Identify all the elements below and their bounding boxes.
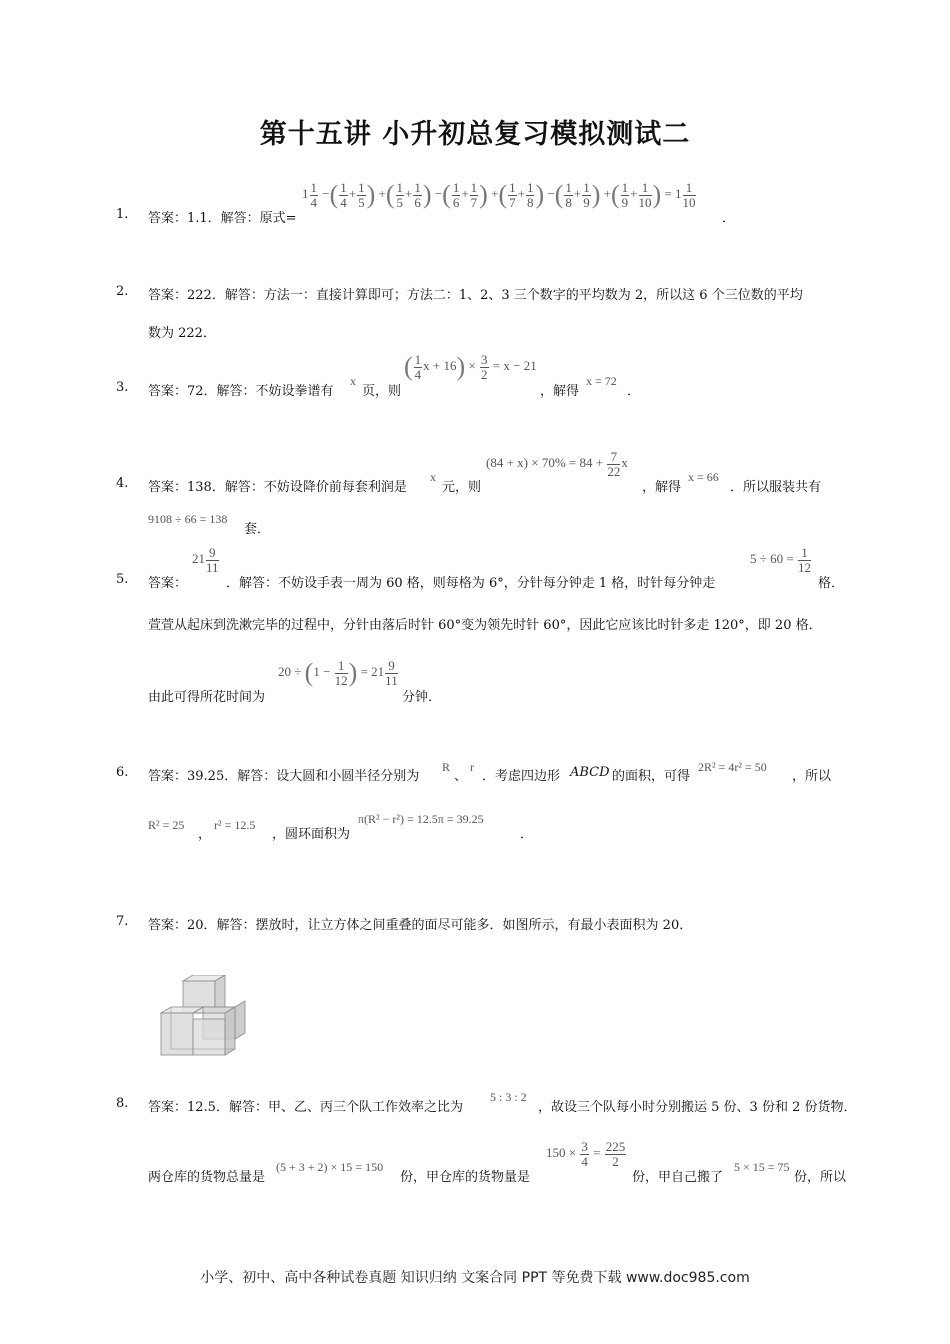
item-number: 3. (116, 380, 129, 395)
item-text: ．考虑四边形 (482, 769, 561, 784)
q8-ratio: 5 : 3 : 2 (490, 1090, 527, 1104)
item-text: 格． (818, 576, 845, 591)
item-text: 份，所以 (794, 1170, 847, 1185)
q8-self: 5 × 15 = 75 (734, 1160, 790, 1174)
item-text: 套． (244, 522, 271, 537)
q4-calc: 9108 ÷ 66 = 138 (148, 512, 228, 526)
item-number: 1. (116, 207, 129, 222)
stacked-cubes-figure (155, 975, 250, 1060)
item-text: ，所以 (792, 769, 832, 784)
q5-answer: 21 $\frac{9}{11}$ (192, 545, 219, 575)
item-text: ．所以服装共有 (730, 480, 822, 495)
item-text: ．解答：不妨设手表一周为 60 格，则每格为 6°，分针每分钟走 1 格，时针每分钟走 (226, 576, 716, 591)
q3-solution: x = 72 (586, 374, 617, 388)
item-text: ，解得 (540, 384, 580, 399)
item-number: 4. (116, 476, 129, 491)
item-text: 答案：222．解答：方法一：直接计算即可；方法二：1、2、3 三个数字的平均数为 2，所以这 6 个三位数的平均 (148, 288, 803, 303)
q6-R2: R² = 25 (148, 818, 185, 832)
item-text: ， (198, 827, 212, 842)
item-text: 答案：72．解答：不妨设拳谱有 (148, 384, 334, 399)
q4-solution: x = 66 (688, 470, 719, 484)
item-text: ． (520, 827, 534, 842)
q6-R: R (442, 760, 451, 774)
page-footer: 小学、初中、高中各种试卷真题 知识归纳 文案合同 PPT 等免费下载 www.doc985.com (200, 1270, 750, 1286)
page-title: 第十五讲 小升初总复习模拟测试二 (259, 119, 691, 150)
item-number: 6. (116, 765, 129, 780)
q6-area: π(R² − r²) = 12.5π = 39.25 (358, 812, 484, 826)
item-text: ABCD (570, 765, 610, 780)
item-text: 分钟． (402, 690, 442, 705)
item-text: 答案： (148, 576, 188, 591)
item-text: ． (722, 211, 736, 226)
q3-equation: ( $\frac{1}{4}$ x + 16) × $\frac{3}{2}$ = x − 21 (404, 351, 537, 382)
q6-equation: 2R² = 4r² = 50 (698, 760, 767, 774)
item-text: 答案：12.5．解答：甲、乙、丙三个队工作效率之比为 (148, 1100, 463, 1115)
q1-expression: 1 $\frac{1}{4}$ −( $\frac{1}{4}$ + $\frac{1}{5}$ ) +( $\frac{1}{5}$ + $\frac{1}{6}$ ) −( $\frac{1}{6}$ + $\frac{1}{7}$ ) +( $\frac{1}{7}$ + $\frac{1}{8}$ ) −( $\frac{1}{8}$ + $\frac{1}{9}$ ) +( $\frac{1}{9}$ + $\frac{1}{10}$ ) = 1 $\frac{1}{10}$ (302, 179, 696, 210)
item-text: ，故设三个队每小时分别搬运 5 份、3 份和 2 份货物． (538, 1100, 857, 1115)
item-text: 数为 222． (148, 326, 216, 341)
item-text: 两仓库的货物总量是 (148, 1170, 266, 1185)
q4-equation: (84 + x) × 70% = 84 + $\frac{7}{22}$ x (486, 449, 628, 479)
item-number: 2. (116, 284, 129, 299)
item-text: 的面积，可得 (612, 769, 691, 784)
item-text: 答案：39.25．解答：设大圆和小圆半径分别为 (148, 769, 420, 784)
item-text: 、 (454, 769, 468, 784)
q5-time: 20 ÷ (1 − $\frac{1}{12}$ ) = 21 $\frac{9}{11}$ (278, 657, 398, 688)
item-number: 7. (116, 914, 129, 929)
q8-total: (5 + 3 + 2) × 15 = 150 (276, 1160, 384, 1174)
q5-rate: 5 ÷ 60 = $\frac{1}{12}$ (750, 545, 811, 575)
q8-a: 150 × $\frac{3}{4}$ = $\frac{225}{2}$ (546, 1139, 626, 1169)
item-number: 8. (116, 1096, 129, 1111)
item-text: 页，则 (362, 384, 402, 399)
item-number: 5. (116, 572, 129, 587)
item-text: ，解得 (642, 480, 682, 495)
item-text: 答案：20．解答：摆放时，让立方体之间重叠的面尽可能多．如图所示，有最小表面积为 20． (148, 918, 693, 933)
item-text: ． (627, 384, 641, 399)
item-text: 份，甲仓库的货物量是 (400, 1170, 531, 1185)
item-text: 答案：138．解答：不妨设降价前每套利润是 (148, 480, 407, 495)
q3-var: x (350, 374, 356, 388)
q4-var: x (430, 470, 436, 484)
item-text: 份，甲自己搬了 (632, 1170, 724, 1185)
item-text: 元，则 (442, 480, 482, 495)
item-text: 答案：1.1．解答：原式= (148, 211, 297, 226)
item-text: ，圆环面积为 (272, 827, 351, 842)
item-text: 由此可得所花时间为 (148, 690, 266, 705)
q6-r: r (470, 760, 474, 774)
q6-r2: r² = 12.5 (214, 818, 256, 832)
item-text: 萱萱从起床到洗漱完毕的过程中，分针由落后时针 60°变为领先时针 60°，因此它应该比时针多走 120°，即 20 格． (148, 618, 822, 633)
